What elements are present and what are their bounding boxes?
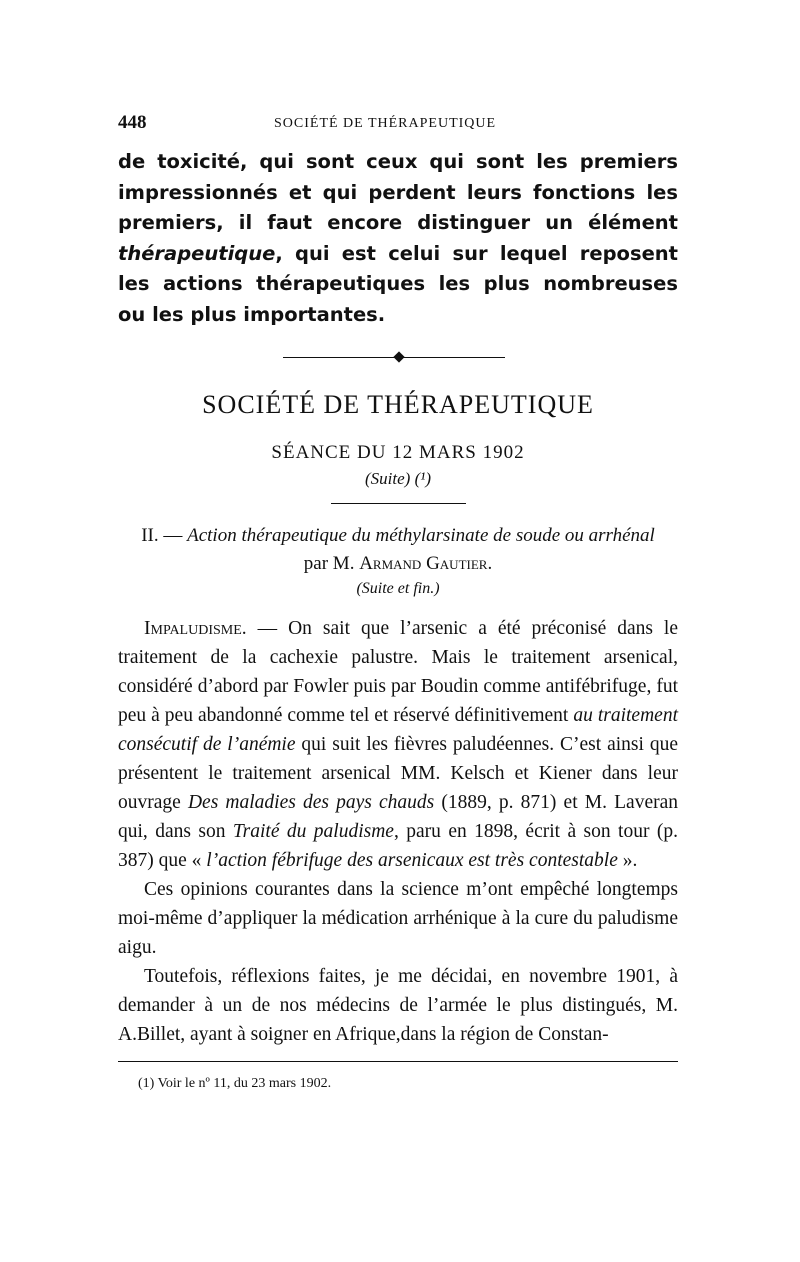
paragraph-opinions: Ces opinions courantes dans la science m’ont empêché longtemps moi-même d’appliquer la médication arrhénique à la cure du paludisme aigu. — [118, 879, 678, 958]
p1-italic-2: Des maladies des pays chauds — [187, 792, 435, 813]
intro-text-before: de toxicité, qui sont ceux qui sont les premiers impressionnés et qui perdent leurs fonctions les premiers, il faut encore distinguer un élément — [118, 150, 678, 234]
article-author: Armand Gautier. — [359, 553, 493, 574]
intro-text-after: , qui est celui sur lequel reposent les actions thérapeutiques les plus nombreuses ou les plus importantes. — [118, 241, 678, 326]
article-number: II. — — [141, 525, 188, 546]
p1-italic-4: l’action fébrifuge des arsenicaux est très contestable — [206, 850, 618, 871]
session-heading: SÉANCE DU 12 MARS 1902 — [271, 442, 525, 463]
article-heading — [118, 522, 678, 578]
p1-text-1: — On sait que l’arsenic a été préconisé dans le traitement de la cachexie palustre. Mais le traitement arsenical, considéré d’abord par Fowler puis par Boudin comme antifébrifuge, fut peu à peu abandonné comme tel et réservé définitivement — [118, 618, 678, 726]
section-rule — [331, 503, 466, 504]
p1-text-5: ». — [617, 850, 638, 871]
running-title: SOCIÉTÉ DE THÉRAPEUTIQUE — [274, 116, 497, 131]
intro-paragraph — [118, 147, 678, 330]
ornament-diamond-icon — [393, 351, 404, 362]
paragraph-impaludisme — [118, 614, 678, 875]
footnote: (1) Voir le nº 11, du 23 mars 1902. — [138, 1076, 332, 1091]
p1-text-4: , paru en 1898, écrit à son tour (p. 387) que « — [118, 821, 679, 871]
section-ornament — [118, 348, 678, 368]
footnote-ref: (¹) — [414, 469, 431, 488]
running-header — [118, 112, 678, 142]
page — [118, 112, 678, 1092]
footnote-rule — [118, 1061, 678, 1062]
article-title: Action thérapeutique du méthylarsinate de soude ou arrhénal — [187, 525, 655, 546]
paragraph-lead: Impaludisme. — [144, 618, 247, 639]
p1-text-2: qui suit les fièvres paludéennes. C’est ainsi que présentent le traitement arsenical MM. Kelsch et Kiener dans leur ouvrage — [118, 734, 678, 813]
section-title: SOCIÉTÉ DE THÉRAPEUTIQUE — [202, 390, 594, 419]
article-by: par M. — [303, 553, 360, 574]
intro-text-italic: thérapeutique — [118, 241, 276, 265]
suite-label — [118, 469, 678, 489]
suite-fin-label: (Suite et fin.) — [356, 580, 440, 597]
p1-italic-3: Traité du paludisme — [232, 821, 394, 842]
page-number: 448 — [118, 112, 147, 133]
suite-text: (Suite) — [365, 469, 411, 488]
p1-text-3: (1889, p. 871) et M. Laveran qui, dans son — [118, 792, 678, 842]
p1-italic-1: au traitement consécutif de l’anémie — [118, 705, 678, 755]
paragraph-toutefois: Toutefois, réflexions faites, je me décidai, en novembre 1901, à demander à un de nos médecins de l’armée le plus distingués, M. A.Billet, ayant à soigner en Afrique,dans la région de Constan- — [118, 966, 678, 1045]
